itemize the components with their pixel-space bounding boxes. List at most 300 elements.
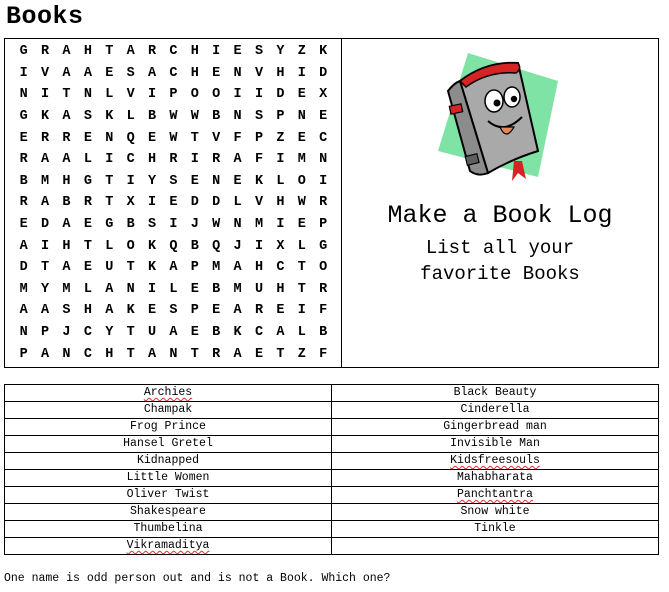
grid-letter: R [62, 130, 71, 146]
grid-letter: P [41, 325, 50, 341]
grid-letter: A [41, 346, 50, 362]
grid-letter: L [169, 281, 178, 297]
grid-letter: P [276, 109, 285, 125]
cartoon-book-icon [426, 43, 566, 183]
word-cell [332, 504, 659, 521]
grid-letter: H [190, 44, 199, 60]
grid-letter: R [41, 130, 50, 146]
grid-letter: I [254, 87, 264, 103]
table-row [5, 453, 659, 470]
grid-letter: E [190, 173, 199, 189]
grid-letter: A [169, 260, 178, 276]
grid-letter: S [254, 109, 264, 125]
grid-letter: C [169, 65, 178, 81]
word-cell [5, 521, 332, 538]
grid-letter: G [19, 44, 28, 60]
grid-letter: F [233, 130, 242, 146]
grid-letter: A [147, 346, 157, 362]
grid-row [13, 257, 334, 279]
grid-letter: L [297, 325, 306, 341]
word-label: Oliver Twist [126, 488, 210, 501]
grid-row [13, 127, 334, 149]
grid-letter: R [254, 303, 264, 319]
grid-letter: R [83, 195, 92, 211]
grid-letter: K [126, 303, 135, 319]
grid-letter: Y [147, 173, 157, 189]
grid-letter: M [233, 281, 242, 297]
word-label: Gingerbread man [443, 420, 547, 433]
grid-letter: T [62, 87, 71, 103]
grid-letter: R [19, 152, 28, 168]
grid-letter: I [19, 65, 28, 81]
word-cell [332, 453, 659, 470]
grid-letter: V [254, 195, 264, 211]
grid-letter: E [319, 109, 328, 125]
table-row [5, 402, 659, 419]
grid-letter: T [126, 325, 135, 341]
word-cell [332, 385, 659, 402]
grid-letter: A [233, 346, 242, 362]
grid-letter: M [62, 281, 71, 297]
grid-letter: Q [169, 238, 178, 254]
word-cell [5, 538, 332, 555]
grid-letter: I [276, 217, 285, 233]
grid-letter: D [190, 195, 199, 211]
grid-letter: I [41, 87, 50, 103]
grid-letter: R [19, 195, 28, 211]
word-cell [5, 470, 332, 487]
grid-letter: H [105, 346, 114, 362]
grid-letter: J [233, 238, 242, 254]
grid-letter: Q [126, 130, 135, 146]
grid-letter: A [62, 260, 71, 276]
grid-letter: E [169, 195, 178, 211]
grid-letter: S [254, 44, 264, 60]
grid-letter: A [41, 303, 50, 319]
word-label: Panchtantra [457, 488, 533, 501]
grid-letter: M [254, 217, 264, 233]
grid-letter: O [212, 87, 221, 103]
grid-letter: W [190, 109, 199, 125]
grid-letter: K [105, 109, 114, 125]
grid-letter: L [297, 238, 306, 254]
word-label: Frog Prince [130, 420, 206, 433]
grid-letter: N [19, 87, 28, 103]
word-cell [5, 487, 332, 504]
grid-letter: L [276, 173, 285, 189]
grid-letter: N [297, 109, 306, 125]
grid-row [13, 279, 334, 301]
grid-letter: M [212, 260, 221, 276]
grid-letter: N [233, 65, 242, 81]
grid-letter: C [83, 346, 92, 362]
grid-letter: E [212, 65, 221, 81]
grid-letter: W [297, 195, 306, 211]
grid-letter: H [276, 65, 285, 81]
grid-letter: B [190, 238, 199, 254]
word-label: Invisible Man [450, 437, 540, 450]
word-label: Snow white [460, 505, 530, 518]
grid-letter: E [83, 217, 92, 233]
grid-letter: A [105, 281, 114, 297]
grid-letter: K [233, 325, 242, 341]
grid-letter: E [83, 130, 92, 146]
grid-letter: G [19, 109, 28, 125]
book-log-panel [342, 39, 658, 367]
grid-letter: L [105, 238, 114, 254]
grid-letter: V [126, 87, 135, 103]
grid-letter: T [297, 281, 306, 297]
grid-row [13, 214, 334, 236]
grid-letter: Z [276, 130, 285, 146]
word-cell [5, 453, 332, 470]
grid-letter: I [233, 87, 242, 103]
word-label: Little Women [126, 471, 210, 484]
grid-letter: R [147, 44, 157, 60]
table-row [5, 419, 659, 436]
grid-letter: T [105, 195, 114, 211]
grid-letter: X [126, 195, 135, 211]
grid-letter: C [126, 152, 135, 168]
grid-letter: E [190, 281, 199, 297]
grid-letter: L [126, 109, 135, 125]
grid-letter: C [319, 130, 328, 146]
grid-row [13, 149, 334, 171]
grid-letter: I [105, 152, 114, 168]
book-log-line-2: favorite Books [420, 263, 580, 285]
grid-letter: B [212, 281, 221, 297]
grid-letter: H [190, 65, 199, 81]
grid-letter: T [190, 346, 199, 362]
word-cell [5, 419, 332, 436]
book-log-heading: Make a Book Log [387, 201, 613, 230]
grid-letter: O [126, 238, 135, 254]
grid-letter: S [62, 303, 71, 319]
grid-letter: T [297, 260, 306, 276]
word-label: Tinkle [474, 522, 516, 535]
grid-letter: D [19, 260, 28, 276]
grid-letter: T [105, 173, 114, 189]
grid-letter: I [319, 173, 328, 189]
word-cell [332, 487, 659, 504]
table-row [5, 504, 659, 521]
grid-letter: P [169, 87, 178, 103]
word-search-area [5, 39, 342, 367]
word-label: Vikramaditya [126, 539, 210, 552]
grid-letter: E [19, 130, 28, 146]
grid-letter: E [233, 173, 242, 189]
grid-row [13, 343, 334, 365]
grid-letter: K [319, 44, 328, 60]
grid-letter: N [169, 346, 178, 362]
grid-letter: R [212, 152, 221, 168]
page-title: Books [6, 2, 84, 31]
grid-letter: E [233, 44, 242, 60]
word-search-grid [13, 41, 334, 365]
grid-letter: A [233, 260, 242, 276]
word-label: Archies [143, 386, 193, 399]
grid-letter: I [147, 87, 157, 103]
grid-letter: B [62, 195, 71, 211]
grid-letter: H [147, 152, 157, 168]
grid-row [13, 84, 334, 106]
grid-letter: W [212, 217, 221, 233]
grid-row [13, 63, 334, 85]
grid-letter: T [126, 260, 135, 276]
grid-letter: A [105, 303, 114, 319]
grid-letter: M [41, 173, 50, 189]
grid-letter: E [19, 217, 28, 233]
grid-letter: W [169, 130, 178, 146]
grid-letter: Z [297, 346, 306, 362]
grid-letter: F [319, 346, 328, 362]
word-label: Champak [143, 403, 193, 416]
grid-letter: A [19, 303, 28, 319]
grid-letter: H [83, 44, 92, 60]
grid-letter: M [297, 152, 306, 168]
grid-row [13, 41, 334, 63]
grid-letter: A [62, 65, 71, 81]
grid-letter: H [62, 173, 71, 189]
grid-letter: I [276, 152, 285, 168]
table-row [5, 521, 659, 538]
grid-letter: J [62, 325, 71, 341]
grid-letter: U [254, 281, 264, 297]
grid-letter: K [254, 173, 264, 189]
grid-row [13, 106, 334, 128]
grid-letter: N [83, 87, 92, 103]
grid-letter: S [126, 65, 135, 81]
grid-letter: S [83, 109, 92, 125]
grid-letter: A [19, 238, 28, 254]
grid-row [13, 235, 334, 257]
grid-letter: E [254, 346, 264, 362]
grid-letter: G [105, 217, 114, 233]
grid-letter: T [105, 44, 114, 60]
grid-letter: E [297, 130, 306, 146]
grid-letter: R [212, 346, 221, 362]
word-label: Kidsfreesouls [450, 454, 540, 467]
grid-letter: A [233, 152, 242, 168]
word-label: Mahabharata [457, 471, 533, 484]
grid-letter: Z [297, 44, 306, 60]
grid-letter: F [254, 152, 264, 168]
grid-letter: A [126, 44, 135, 60]
grid-letter: L [105, 87, 114, 103]
grid-letter: Y [276, 44, 285, 60]
grid-letter: I [41, 238, 50, 254]
grid-letter: C [83, 325, 92, 341]
grid-letter: N [233, 217, 242, 233]
grid-letter: A [62, 44, 71, 60]
grid-letter: R [319, 281, 328, 297]
grid-letter: A [233, 303, 242, 319]
word-label: Thumbelina [133, 522, 203, 535]
grid-letter: C [254, 325, 264, 341]
word-cell [5, 504, 332, 521]
grid-letter: V [41, 65, 50, 81]
grid-letter: I [147, 195, 157, 211]
puzzle-box [4, 38, 659, 368]
grid-row [13, 192, 334, 214]
grid-row [13, 300, 334, 322]
table-row [5, 436, 659, 453]
grid-letter: R [319, 195, 328, 211]
grid-letter: I [169, 217, 178, 233]
grid-letter: A [62, 152, 71, 168]
grid-letter: B [212, 325, 221, 341]
word-cell [5, 385, 332, 402]
grid-letter: A [62, 109, 71, 125]
grid-letter: P [190, 260, 199, 276]
grid-letter: O [319, 260, 328, 276]
grid-letter: T [126, 346, 135, 362]
odd-one-out-question: One name is odd person out and is not a Book. Which one? [4, 572, 391, 585]
grid-letter: B [126, 217, 135, 233]
grid-letter: A [147, 65, 157, 81]
word-cell [332, 436, 659, 453]
grid-letter: H [276, 281, 285, 297]
grid-letter: H [276, 195, 285, 211]
grid-letter: T [41, 260, 50, 276]
grid-letter: E [212, 303, 221, 319]
grid-letter: I [147, 281, 157, 297]
grid-letter: S [147, 217, 157, 233]
grid-row [13, 171, 334, 193]
grid-letter: G [319, 238, 328, 254]
grid-letter: H [62, 238, 71, 254]
grid-letter: J [190, 217, 199, 233]
grid-letter: N [319, 152, 328, 168]
grid-letter: E [276, 303, 285, 319]
grid-letter: R [41, 44, 50, 60]
grid-letter: T [276, 346, 285, 362]
grid-letter: F [319, 303, 328, 319]
grid-letter: N [126, 281, 135, 297]
grid-letter: D [212, 195, 221, 211]
grid-letter: D [41, 217, 50, 233]
table-row [5, 538, 659, 555]
grid-letter: S [169, 173, 178, 189]
grid-letter: K [147, 260, 157, 276]
grid-letter: K [41, 109, 50, 125]
grid-letter: C [169, 44, 178, 60]
word-label: Black Beauty [453, 386, 537, 399]
grid-letter: E [147, 303, 157, 319]
grid-letter: A [41, 152, 50, 168]
grid-letter: V [254, 65, 264, 81]
grid-letter: L [83, 152, 92, 168]
grid-letter: N [105, 130, 114, 146]
grid-letter: P [319, 217, 328, 233]
grid-letter: I [297, 303, 306, 319]
word-label: Kidnapped [136, 454, 200, 467]
grid-letter: M [19, 281, 28, 297]
word-label: Cinderella [460, 403, 530, 416]
grid-letter: Y [105, 325, 114, 341]
grid-letter: S [169, 303, 178, 319]
grid-letter: H [254, 260, 264, 276]
grid-letter: Y [41, 281, 50, 297]
grid-letter: N [62, 346, 71, 362]
word-cell [332, 538, 659, 555]
grid-letter: Q [212, 238, 221, 254]
grid-letter: P [19, 346, 28, 362]
word-cell [5, 402, 332, 419]
grid-letter: C [276, 260, 285, 276]
grid-letter: K [147, 238, 157, 254]
grid-letter: E [190, 325, 199, 341]
grid-letter: T [190, 130, 199, 146]
grid-letter: B [19, 173, 28, 189]
book-log-line-1: List all your [425, 237, 575, 259]
grid-letter: L [233, 195, 242, 211]
grid-letter: B [147, 109, 157, 125]
grid-letter: L [83, 281, 92, 297]
grid-letter: R [169, 152, 178, 168]
grid-letter: U [147, 325, 157, 341]
grid-letter: I [190, 152, 199, 168]
grid-letter: H [83, 303, 92, 319]
grid-letter: I [254, 238, 264, 254]
grid-letter: N [233, 109, 242, 125]
word-label: Shakespeare [130, 505, 206, 518]
grid-letter: N [19, 325, 28, 341]
grid-letter: X [319, 87, 328, 103]
table-row [5, 487, 659, 504]
grid-letter: A [83, 65, 92, 81]
grid-letter: X [276, 238, 285, 254]
grid-letter: I [212, 44, 221, 60]
grid-letter: O [190, 87, 199, 103]
grid-row [13, 322, 334, 344]
word-cell [332, 521, 659, 538]
grid-letter: N [212, 173, 221, 189]
word-cell [332, 470, 659, 487]
grid-letter: E [297, 87, 306, 103]
table-row [5, 470, 659, 487]
word-cell [5, 436, 332, 453]
grid-letter: D [276, 87, 285, 103]
table-row [5, 385, 659, 402]
grid-letter: E [297, 217, 306, 233]
word-list-table [4, 384, 659, 555]
grid-letter: E [147, 130, 157, 146]
grid-letter: U [105, 260, 114, 276]
grid-letter: P [190, 303, 199, 319]
grid-letter: D [319, 65, 328, 81]
grid-letter: A [169, 325, 178, 341]
grid-letter: I [297, 65, 306, 81]
grid-letter: G [83, 173, 92, 189]
word-cell [332, 419, 659, 436]
grid-letter: E [83, 260, 92, 276]
grid-letter: T [83, 238, 92, 254]
grid-letter: A [62, 217, 71, 233]
grid-letter: W [169, 109, 178, 125]
grid-letter: P [254, 130, 264, 146]
grid-letter: B [319, 325, 328, 341]
grid-letter: E [105, 65, 114, 81]
grid-letter: I [126, 173, 135, 189]
grid-letter: A [276, 325, 285, 341]
grid-letter: B [212, 109, 221, 125]
word-label: Hansel Gretel [123, 437, 213, 450]
grid-letter: O [297, 173, 306, 189]
grid-letter: A [41, 195, 50, 211]
grid-letter: V [212, 130, 221, 146]
word-cell [332, 402, 659, 419]
